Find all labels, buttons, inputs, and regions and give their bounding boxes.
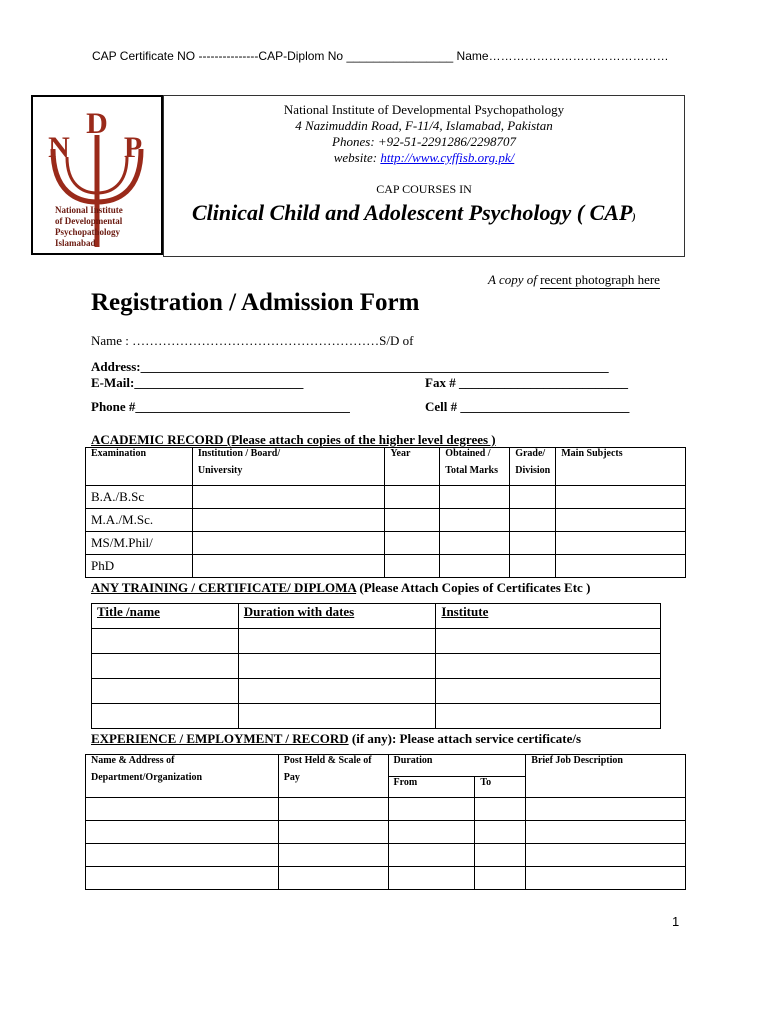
table-row (86, 821, 686, 844)
institute-phones: Phones: +92-51-2291286/2298707 (332, 134, 516, 149)
courses-in-label: CAP COURSES IN (376, 182, 472, 196)
logo-text-line: Psychopathology (55, 227, 121, 237)
certificate-number-line: CAP Certificate NO ---------------CAP-Diplom No ________________ Name……………………………………… (92, 49, 669, 63)
page-number: 1 (672, 914, 680, 929)
col-institution: Institution / Board/ University (192, 448, 385, 486)
cell-field[interactable]: Cell # __________________________ (425, 399, 630, 414)
table-row (86, 486, 686, 509)
row-label: PhD (86, 555, 193, 578)
academic-table (85, 447, 686, 578)
logo-text-line: National Institute (55, 205, 123, 215)
fax-field[interactable]: Fax # __________________________ (425, 375, 628, 390)
course-title: Clinical Child and Adolescent Psychology ( CAP) (192, 200, 636, 225)
col-from: From (388, 777, 475, 798)
website-link[interactable]: http://www.cyffisb.org.pk/ (380, 150, 515, 165)
col-examination: Examination (86, 448, 193, 486)
form-title: Registration / Admission Form (91, 289, 420, 316)
table-row (92, 629, 661, 654)
row-label: M.A./M.Sc. (86, 509, 193, 532)
website-label: website (333, 150, 373, 165)
institute-address: 4 Nazimuddin Road, F-11/4, Islamabad, Pakistan (295, 118, 553, 133)
email-field[interactable]: E-Mail:__________________________ (91, 375, 304, 390)
table-row (86, 555, 686, 578)
institute-logo (31, 95, 163, 255)
table-row (92, 654, 661, 679)
row-label: MS/M.Phil/ (86, 532, 193, 555)
col-duration: Duration with dates (238, 604, 436, 629)
experience-table (85, 754, 686, 890)
psi-logo-icon (33, 97, 161, 253)
photo-note: A copy of recent photograph here (488, 272, 660, 287)
table-row (86, 798, 686, 821)
institute-name: National Institute of Developmental Psychopathology (283, 102, 565, 117)
experience-header-row (86, 755, 686, 777)
col-name-address: Name & Address of Department/Organization (86, 755, 279, 798)
table-row (92, 679, 661, 704)
table-row (86, 509, 686, 532)
col-to: To (475, 777, 526, 798)
logo-letter-d: D (86, 107, 108, 140)
logo-letter-n: N (48, 131, 70, 164)
col-institute: Institute (436, 604, 661, 629)
training-table (91, 603, 661, 729)
name-field[interactable]: Name : …………………………………………………S/D of (91, 333, 414, 348)
logo-text-line: of Developmental (55, 216, 123, 226)
logo-text-line: Islamabad (55, 238, 96, 248)
table-row (86, 867, 686, 890)
academic-header-row (86, 448, 686, 486)
col-post-held: Post Held & Scale of Pay (278, 755, 388, 798)
academic-heading: ACADEMIC RECORD (Please attach copies of the higher level degrees ) (91, 432, 496, 447)
institute-header (163, 95, 685, 257)
phone-field[interactable]: Phone #_________________________________ (91, 399, 350, 414)
col-grade: Grade/ Division (510, 448, 556, 486)
table-row (92, 704, 661, 729)
training-heading: ANY TRAINING / CERTIFICATE/ DIPLOMA (Please Attach Copies of Certificates Etc ) (91, 580, 591, 595)
photo-note-text: recent photograph here (540, 272, 660, 287)
logo-letter-p: P (123, 131, 143, 164)
col-brief-job: Brief Job Description (526, 755, 686, 798)
col-obtained: Obtained / Total Marks (440, 448, 510, 486)
col-title: Title /name (92, 604, 239, 629)
col-main-subjects: Main Subjects (556, 448, 686, 486)
institute-website: website: http://www.cyffisb.org.pk/ (333, 150, 515, 165)
training-header-row (92, 604, 661, 629)
row-label: B.A./B.Sc (86, 486, 193, 509)
col-duration: Duration (388, 755, 526, 777)
col-year: Year (385, 448, 440, 486)
table-row (86, 844, 686, 867)
experience-heading: EXPERIENCE / EMPLOYMENT / RECORD (if any): Please attach service certificate/s (91, 731, 582, 746)
table-row (86, 532, 686, 555)
address-field[interactable]: Address:________________________________________________________________________ (91, 359, 609, 374)
